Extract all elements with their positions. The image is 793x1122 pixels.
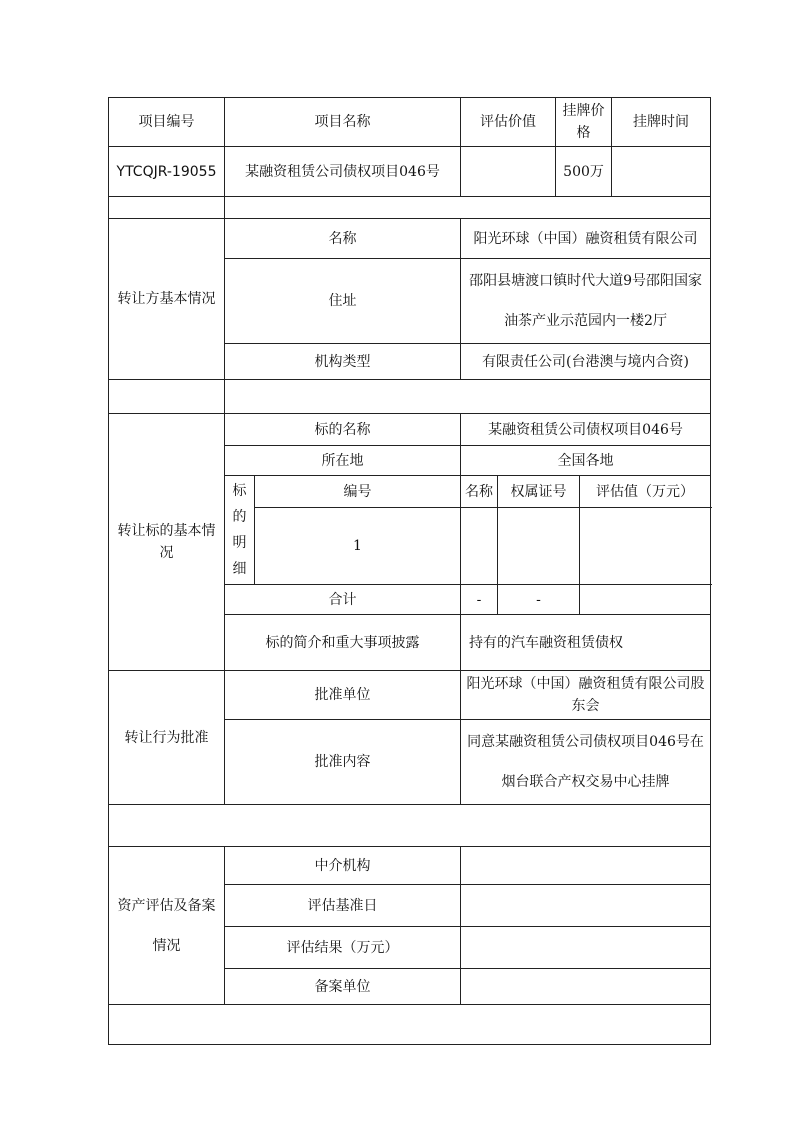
subject-total-name: - (461, 585, 498, 615)
detail-row-value (580, 508, 711, 585)
appraisal-section-title: 资产评估及备案情况 (109, 847, 225, 1005)
detail-row-no: 1 (255, 508, 461, 585)
subject-section-title: 转让标的基本情况 (109, 414, 225, 671)
appraisal-base-date-value (461, 885, 711, 927)
header-row (109, 98, 711, 147)
detail-header-name: 名称 (461, 476, 498, 508)
detail-header-value: 评估值（万元） (580, 476, 711, 508)
approval-unit-row (109, 671, 711, 720)
subject-location-label: 所在地 (225, 446, 461, 476)
subject-location-value: 全国各地 (461, 446, 711, 476)
detail-header-cert: 权属证号 (498, 476, 580, 508)
detail-row-name (461, 508, 498, 585)
appraisal-result-label: 评估结果（万元） (225, 927, 461, 969)
transferor-section-title: 转让方基本情况 (109, 219, 225, 380)
appraisal-filing-label: 备案单位 (225, 969, 461, 1005)
blank-row (109, 805, 711, 847)
appraisal-agency-label: 中介机构 (225, 847, 461, 885)
transferor-address-value: 邵阳县塘渡口镇时代大道9号邵阳国家油茶产业示范园内一楼2厅 (461, 259, 711, 344)
blank-row (109, 197, 711, 219)
project-row (109, 147, 711, 197)
appraisal-result-value (461, 927, 711, 969)
subject-detail-label: 标的明细 (225, 476, 255, 585)
subject-total-label: 合计 (225, 585, 461, 615)
header-project-code: 项目编号 (109, 98, 225, 147)
appraisal-agency-value (461, 847, 711, 885)
transferor-type-value: 有限责任公司(台港澳与境内合资) (461, 344, 711, 380)
subject-name-row (109, 414, 711, 446)
subject-intro-label: 标的简介和重大事项披露 (225, 615, 461, 671)
approval-unit-value: 阳光环球（中国）融资租赁有限公司股东会 (461, 671, 711, 720)
project-name: 某融资租赁公司债权项目046号 (225, 147, 461, 197)
blank-row (109, 1005, 711, 1045)
approval-unit-label: 批准单位 (225, 671, 461, 720)
approval-content-label: 批准内容 (225, 720, 461, 805)
subject-total-cert: - (498, 585, 580, 615)
project-value (461, 147, 556, 197)
blank-row (109, 380, 711, 414)
subject-name-label: 标的名称 (225, 414, 461, 446)
document-page (108, 97, 710, 1021)
detail-header-no: 编号 (255, 476, 461, 508)
subject-intro-value: 持有的汽车融资租赁债权 (461, 615, 711, 671)
project-info-table (108, 97, 711, 1045)
appraisal-base-date-label: 评估基准日 (225, 885, 461, 927)
transferor-name-row (109, 219, 711, 259)
project-time (612, 147, 711, 197)
transferor-address-label: 住址 (225, 259, 461, 344)
project-code: YTCQJR-19055 (109, 147, 225, 197)
transferor-name-label: 名称 (225, 219, 461, 259)
approval-content-value: 同意某融资租赁公司债权项目046号在烟台联合产权交易中心挂牌 (461, 720, 711, 805)
detail-row-cert (498, 508, 580, 585)
subject-total-value (580, 585, 711, 615)
appraisal-filing-value (461, 969, 711, 1005)
header-listing-price: 挂牌价格 (556, 98, 612, 147)
subject-name-value: 某融资租赁公司债权项目046号 (461, 414, 711, 446)
header-project-name: 项目名称 (225, 98, 461, 147)
header-listing-time: 挂牌时间 (612, 98, 711, 147)
approval-section-title: 转让行为批准 (109, 671, 225, 805)
transferor-name-value: 阳光环球（中国）融资租赁有限公司 (461, 219, 711, 259)
header-appraised-value: 评估价值 (461, 98, 556, 147)
transferor-type-label: 机构类型 (225, 344, 461, 380)
appraisal-agency-row (109, 847, 711, 885)
project-price: 500万 (556, 147, 612, 197)
